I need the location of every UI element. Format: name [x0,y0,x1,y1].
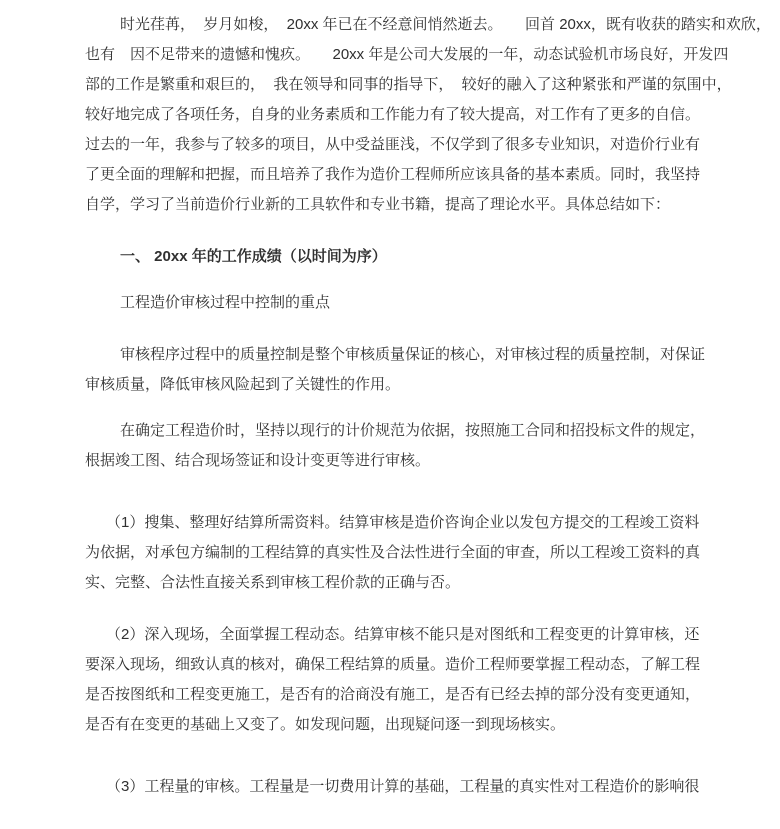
text-line: 部的工作是繁重和艰巨的， 我在领导和同事的指导下， 较好的融入了这种紧张和严谨的氛围中， [85,76,732,93]
sub-heading [85,288,722,318]
text-line: 在确定工程造价时，坚持以现行的计价规范为依据，按照施工合同和招投标文件的规定， [120,422,706,439]
heading-line: 一、 20xx 年的工作成绩（以时间为序） [120,248,387,265]
section-heading [85,242,722,272]
text-line: 时光荏苒， 岁月如梭， 20xx 年已在不经意间悄然逝去。 回首 20xx，既有收获的踏实和欢欣， [120,16,771,33]
text-line: 了更全面的理解和把握，而且培养了我作为造价工程师所应该具备的基本素质。同时，我坚持 [85,166,701,183]
paragraph-intro [85,10,771,220]
paragraph-quality-control [85,340,722,400]
text-line: 是否按图纸和工程变更施工，是否有的洽商没有施工，是否有已经去掉的部分没有变更通知， [85,686,701,703]
text-line: （2）深入现场，全面掌握工程动态。结算审核不能只是对图纸和工程变更的计算审核，还 [106,626,700,643]
text-line: 工程造价审核过程中控制的重点 [120,294,331,311]
text-line: 要深入现场，细致认真的核对，确保工程结算的质量。造价工程师要掌握工程动态，了解工程 [85,656,701,673]
list-item-3 [85,772,722,802]
text-line: （3）工程量的审核。工程量是一切费用计算的基础，工程量的真实性对工程造价的影响很 [106,778,700,795]
text-line: 根据竣工图、结合现场签证和设计变更等进行审核。 [85,452,431,469]
text-line: 较好地完成了各项任务，自身的业务素质和工作能力有了较大提高，对工作有了更多的自信。 [85,106,701,123]
list-item-1 [85,508,722,598]
text-line: 过去的一年，我参与了较多的项目，从中受益匪浅，不仅学到了很多专业知识，对造价行业有 [85,136,701,153]
text-line: 自学，学习了当前造价行业新的工具软件和专业书籍，提高了理论水平。具体总结如下： [85,196,671,213]
list-item-2 [85,620,722,740]
text-line: 审核程序过程中的质量控制是整个审核质量保证的核心，对审核过程的质量控制，对保证 [120,346,706,363]
text-line: 审核质量，降低审核风险起到了关键性的作用。 [85,376,401,393]
text-line: （1）搜集、整理好结算所需资料。结算审核是造价咨询企业以发包方提交的工程竣工资料 [106,514,700,531]
text-line: 是否有在变更的基础上又变了。如发现问题，出现疑问逐一到现场核实。 [85,716,566,733]
text-line: 实、完整、合法性直接关系到审核工程价款的正确与否。 [85,574,461,591]
text-line: 也有 因不足带来的遗憾和愧疚。 20xx 年是公司大发展的一年，动态试验机市场良好，开发四 [85,46,729,63]
text-line: 为依据，对承包方编制的工程结算的真实性及合法性进行全面的审查，所以工程竣工资料的真 [85,544,701,561]
paragraph-pricing-basis [85,416,722,476]
